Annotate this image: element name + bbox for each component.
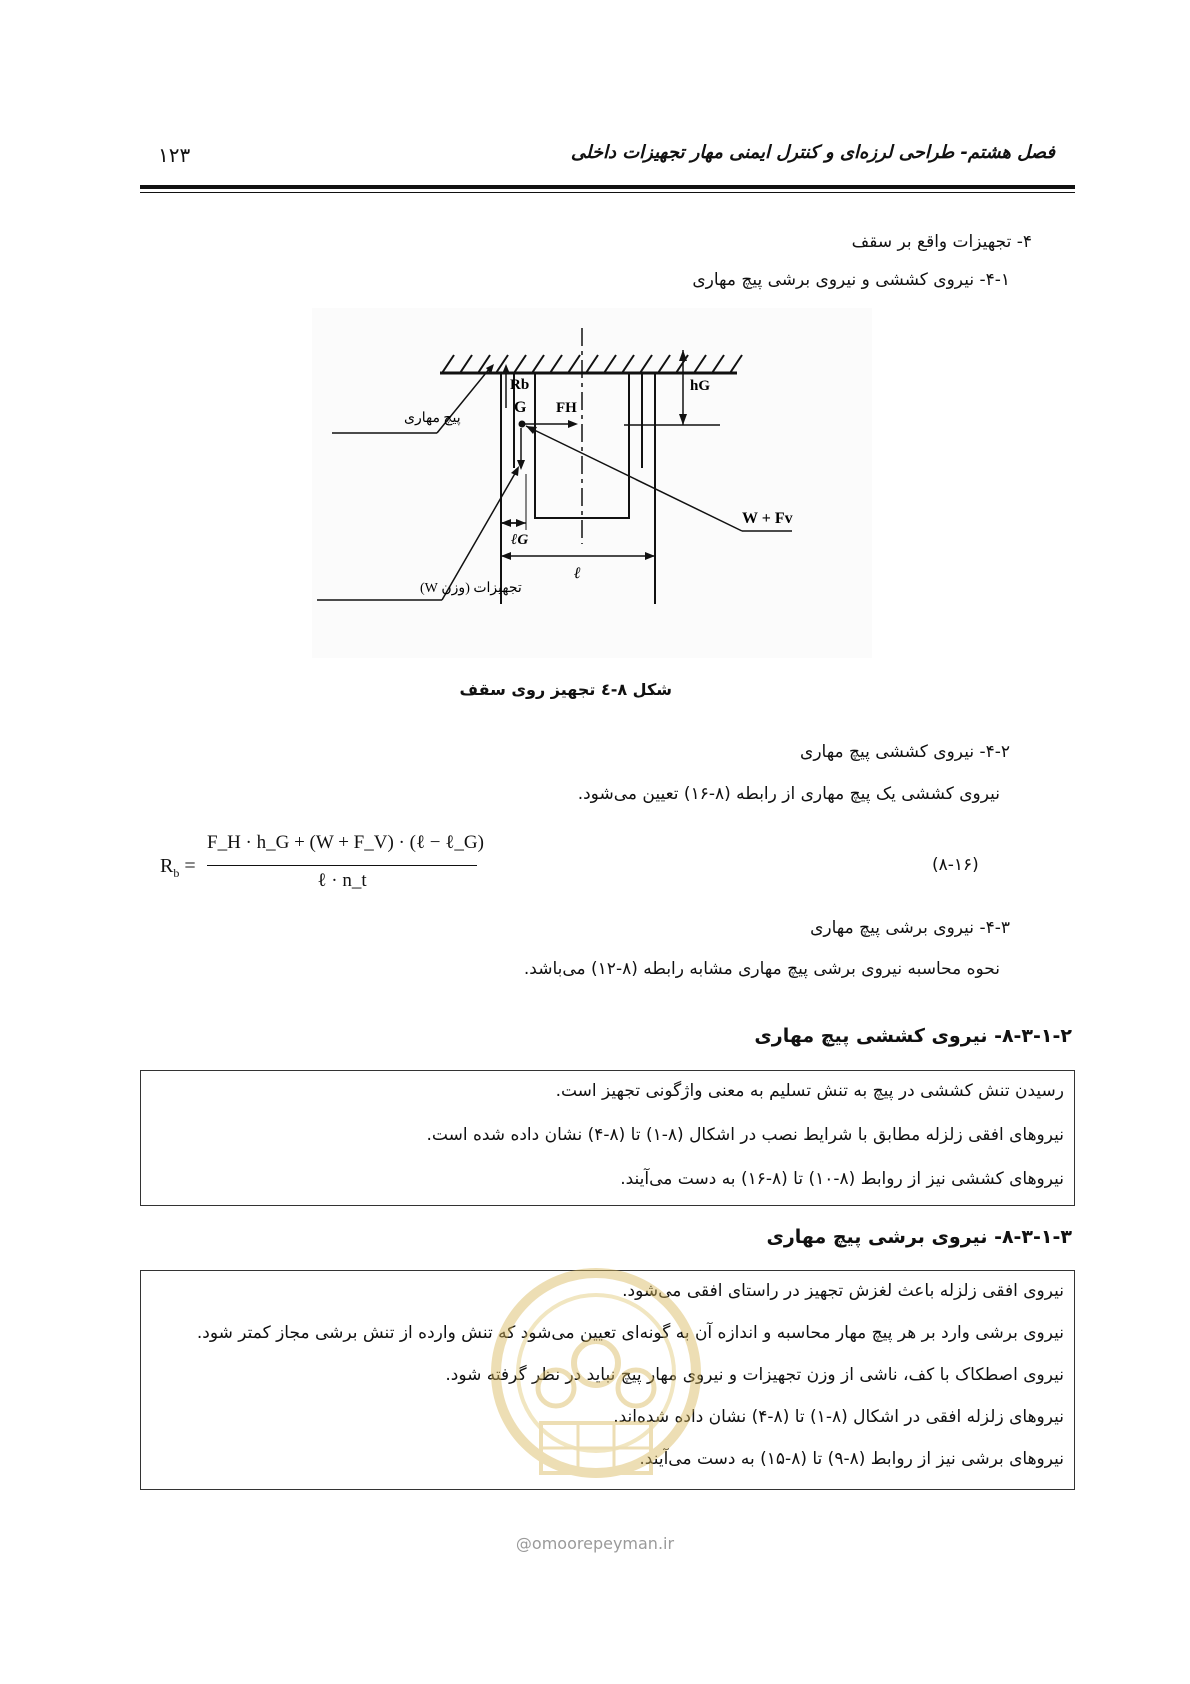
rb-label: Rb	[510, 377, 530, 393]
box-line: نیروهای کششی نیز از روابط (۸-۱۰) تا (۸-۱۶) به دست می‌آیند.	[620, 1169, 1064, 1189]
equipment-label: تجهیزات (وزن W)	[420, 581, 522, 596]
box-line: نیروی افقی زلزله باعث لغزش تجهیز در راستای افقی می‌شود.	[622, 1281, 1064, 1301]
figure-caption: شکل ۸-٤ تجهیز روی سقف	[459, 680, 672, 699]
hg-label: hG	[690, 378, 711, 394]
page-number: ۱۲۳	[158, 143, 191, 167]
section-4-1-title: ۴-۱- نیروی کششی و نیروی برشی پیچ مهاری	[692, 270, 1010, 290]
section-4-3-text: نحوه محاسبه نیروی برشی پیچ مهاری مشابه رابطه (۸-۱۲) می‌باشد.	[523, 959, 1000, 979]
formula-number: (۸-۱۶)	[932, 855, 979, 875]
running-header-title: فصل هشتم- طراحی لرزه‌ای و کنترل ایمنی مهار تجهیزات داخلی	[570, 142, 1055, 163]
fh-label: FH	[556, 400, 577, 416]
section-8-3-1-2-title: ۸-۳-۱-۲- نیروی کششی پیچ مهاری	[754, 1025, 1072, 1047]
section-4-2-title: ۴-۲- نیروی کششی پیچ مهاری	[800, 742, 1010, 762]
box-line: نیروی برشی وارد بر هر پیچ مهار محاسبه و اندازه آن به گونه‌ای تعیین می‌شود که تنش وارده از تنش برشی مجاز کمتر شود.	[196, 1323, 1064, 1343]
box-line: نیروهای زلزله افقی در اشکال (۸-۱) تا (۸-۴) نشان داده شده‌اند.	[613, 1407, 1064, 1427]
formula-denominator: ℓ · n_t	[317, 870, 367, 891]
box-8-3-1-2	[140, 1070, 1075, 1206]
box-line: نیروهای برشی نیز از روابط (۸-۹) تا (۸-۱۵) به دست می‌آیند.	[639, 1449, 1064, 1469]
section-4-title: ۴- تجهیزات واقع بر سقف	[851, 232, 1032, 252]
wfv-label: W + Fv	[742, 510, 793, 527]
header-rule-thin	[140, 192, 1075, 193]
formula-lhs: R	[160, 855, 174, 877]
ceiling-equipment-figure	[312, 308, 872, 658]
box-line: نیروی اصطکاک با کف، ناشی از وزن تجهیزات و نیروی مهار پیچ نباید در نظر گرفته شود.	[445, 1365, 1064, 1385]
l-label: ℓ	[574, 565, 581, 582]
formula-numerator: F_H · h_G + (W + F_V) · (ℓ − ℓ_G)	[207, 832, 484, 853]
formula-lhs-sub: b	[173, 866, 180, 880]
box-line: نیروهای افقی زلزله مطابق با شرایط نصب در اشکال (۸-۱) تا (۸-۴) نشان داده شده است.	[426, 1125, 1064, 1145]
section-8-3-1-3-title: ۸-۳-۱-۳- نیروی برشی پیچ مهاری	[766, 1226, 1072, 1248]
section-4-2-text: نیروی کششی یک پیچ مهاری از رابطه (۸-۱۶) تعیین می‌شود.	[577, 784, 1000, 804]
g-label: G	[514, 399, 527, 416]
section-4-3-title: ۴-۳- نیروی برشی پیچ مهاری	[810, 918, 1010, 938]
footer-website: @omoorepeyman.ir	[515, 1534, 675, 1553]
formula-fraction-bar	[207, 865, 477, 866]
anchor-bolt-label: پیچ مهاری	[404, 411, 461, 426]
header-rule-thick	[140, 185, 1075, 189]
formula-8-16: $R_b$ = F_H · h_G + (W + F_V) · (ℓ − ℓ_G) ℓ · n_t	[160, 832, 484, 891]
lg-label: ℓG	[511, 532, 529, 548]
box-line: رسیدن تنش کششی در پیچ به تنش تسلیم به معنی واژگونی تجهیز است.	[555, 1081, 1064, 1101]
watermark-seal-icon	[486, 1263, 706, 1503]
